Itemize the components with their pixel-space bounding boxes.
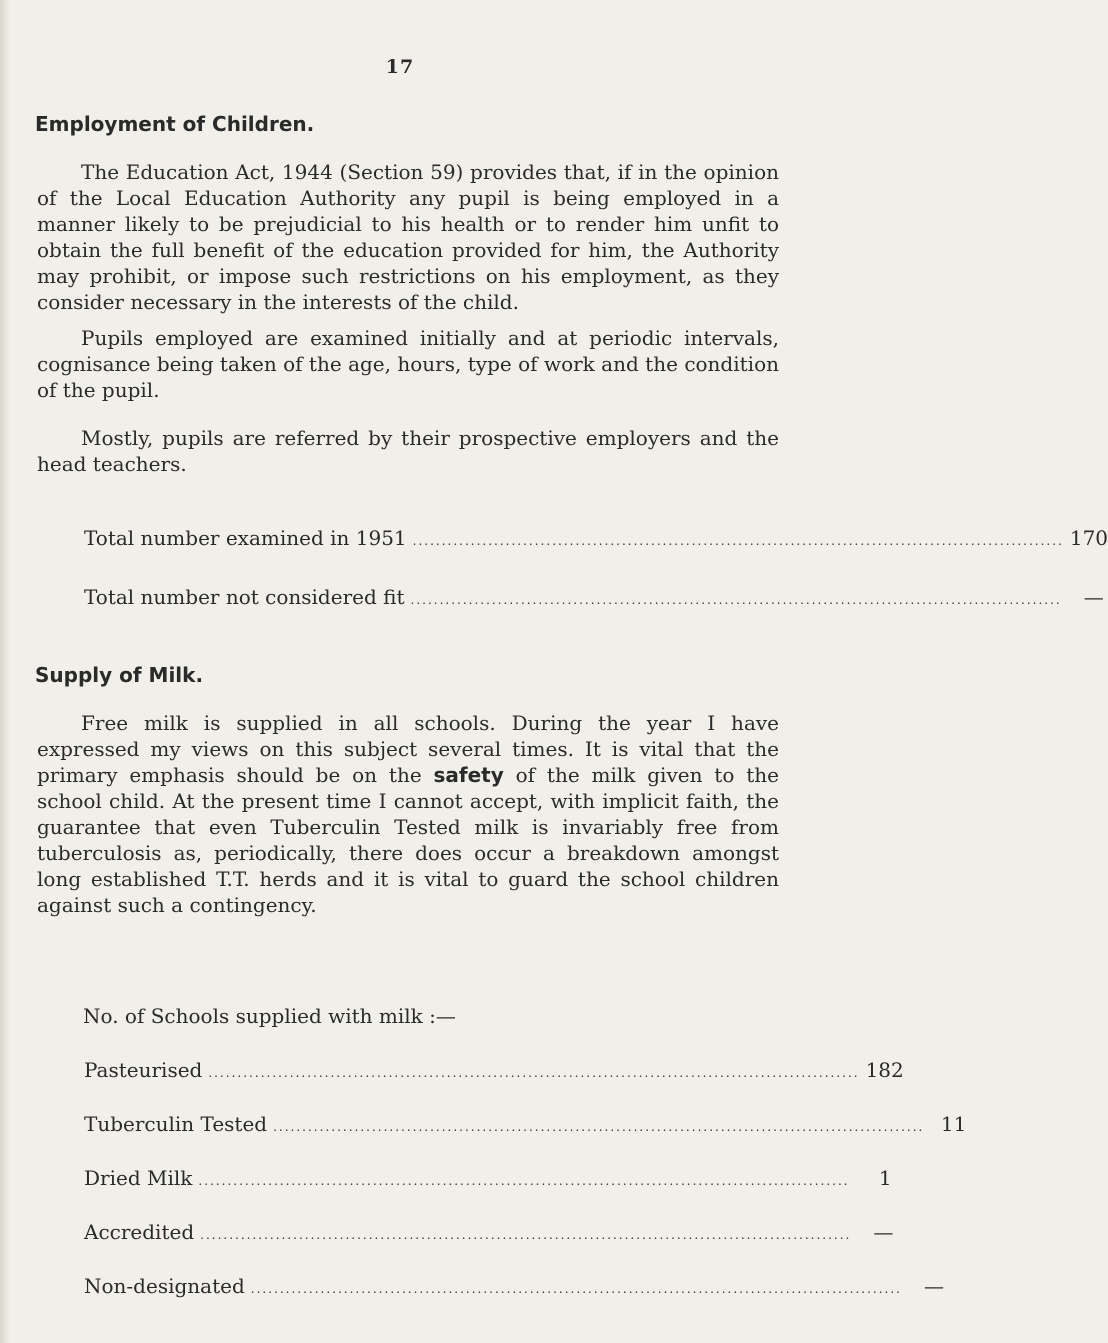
stat-row-not-fit: [84, 584, 1104, 613]
item-label: Tuberculin Tested: [84, 1112, 268, 1136]
item-value: 1: [878, 1166, 892, 1190]
dot-leader: ................................................................................................................: [200, 1228, 852, 1242]
emphasis-safety: safety: [433, 763, 504, 787]
paragraph-text: Free milk is supplied in all schools. During the year I have expressed my views on this subject several times. It is vital that the primary emphasis should be on the: [37, 711, 779, 787]
dot-leader: ................................................................................................................: [250, 1282, 902, 1296]
item-label: Dried Milk: [84, 1166, 193, 1190]
list-item-non-designated: [84, 1273, 944, 1302]
dot-leader: ................................................................................................................: [208, 1066, 860, 1080]
list-item-accredited: [84, 1219, 894, 1248]
dot-leader: ................................................................................................................: [273, 1120, 925, 1134]
item-value: 182: [865, 1058, 904, 1082]
paragraph-free-milk: [37, 710, 779, 918]
dot-leader: ................................................................................................................: [410, 593, 1062, 607]
item-label: Non-designated: [84, 1274, 245, 1298]
dot-leader: ................................................................................................................: [198, 1174, 850, 1188]
dot-leader: ................................................................................................................: [412, 534, 1064, 548]
paragraph-text: of the milk given to the school child. At the present time I cannot accept, with implicit faith, the guarantee that even Tuberculin Tested milk is invariably free from tuberculosis as, periodically, there does occur a breakdown amongst long established T.T. herds and it is vital to guard the school children against such a contingency.: [37, 763, 779, 917]
item-value: 11: [940, 1112, 967, 1136]
stat-value: 170: [1069, 526, 1108, 550]
section-heading-employment: Employment of Children.: [35, 112, 315, 136]
list-item-pasteurised: [84, 1057, 904, 1086]
stat-label: Total number examined in 1951: [84, 526, 407, 550]
item-label: Accredited: [84, 1220, 195, 1244]
list-item-dried-milk: [84, 1165, 892, 1194]
paragraph-referrals: Mostly, pupils are referred by their prospective employers and the head teachers.: [37, 426, 779, 476]
item-value: —: [873, 1220, 894, 1244]
paragraph-education-act: The Education Act, 1944 (Section 59) provides that, if in the opinion of the Local Education Authority any pupil is being employed in a manner likely to be prejudicial to his health or to render him unfit to obtain the full benefit of the education provided for him, the Authority may prohibit, or impose such restrictions on his employment, as they consider necessary in the interests of the child.: [37, 160, 779, 314]
page-edge-shadow: [0, 0, 10, 1343]
paragraph-pupils-examined: Pupils employed are examined initially and at periodic intervals, cognisance being taken of the age, hours, type of work and the condition of the pupil.: [37, 326, 779, 402]
section-heading-milk: Supply of Milk.: [35, 663, 204, 687]
item-value: —: [923, 1274, 944, 1298]
stat-row-examined: [84, 525, 1108, 554]
stat-label: Total number not considered fit: [84, 585, 405, 609]
list-item-tuberculin-tested: [84, 1111, 967, 1140]
list-title: No. of Schools supplied with milk :—: [83, 1004, 456, 1028]
page-number: 17: [385, 56, 415, 78]
stat-value: —: [1083, 585, 1104, 609]
item-label: Pasteurised: [84, 1058, 203, 1082]
